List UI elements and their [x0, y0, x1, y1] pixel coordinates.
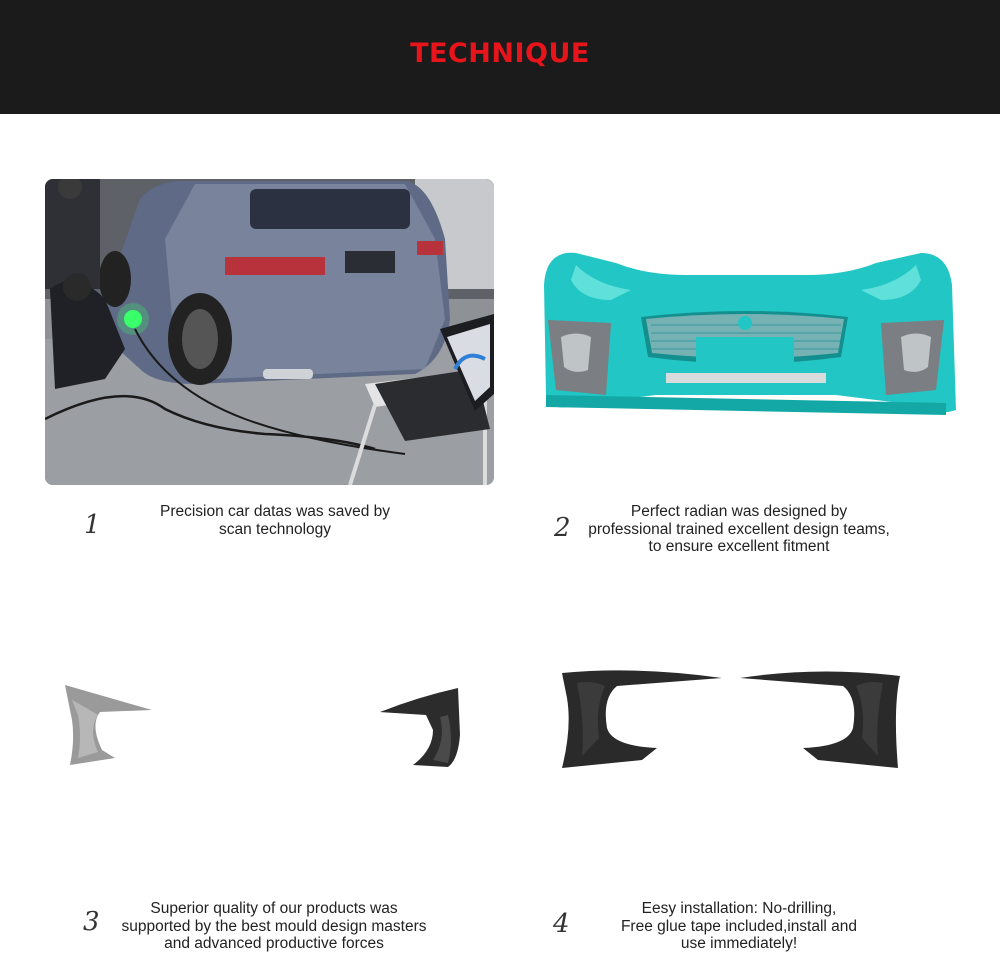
step-number-1: 1	[84, 510, 101, 540]
carbon-air-duct-trim-left	[557, 668, 725, 772]
banner-title: TECHNIQUE	[410, 38, 590, 69]
caption-line: supported by the best mould design masters	[121, 917, 427, 935]
caption-line: Eesy installation: No-drilling,	[641, 900, 837, 917]
step-caption-1	[110, 503, 440, 538]
caption-line: and advanced productive forces	[164, 935, 384, 952]
grey-air-duct-trim-right	[378, 685, 463, 770]
grey-air-duct-trim-left	[60, 680, 155, 770]
caption-line: Perfect radian was designed by	[630, 503, 848, 520]
caption-line: Precision car datas was saved by	[159, 503, 391, 520]
bumper-3d-scan	[536, 245, 956, 417]
header-banner	[0, 0, 1000, 114]
caption-line: scan technology	[218, 520, 332, 538]
step-caption-2	[570, 503, 908, 556]
caption-line: Superior quality of our products was	[150, 900, 398, 917]
step-number-4: 4	[553, 909, 570, 939]
caption-line: to ensure excellent fitment	[648, 538, 830, 555]
step-caption-3	[100, 900, 448, 953]
carbon-air-duct-trim-right	[738, 668, 903, 772]
scanning-car-photo	[45, 179, 494, 485]
caption-line: professional trained excellent design teams,	[588, 520, 890, 538]
step-caption-4	[600, 900, 878, 953]
caption-line: use immediately!	[680, 935, 798, 952]
caption-line: Free glue tape included,install and	[620, 917, 858, 935]
step-number-2: 2	[554, 513, 571, 543]
step-number-3: 3	[83, 907, 100, 937]
